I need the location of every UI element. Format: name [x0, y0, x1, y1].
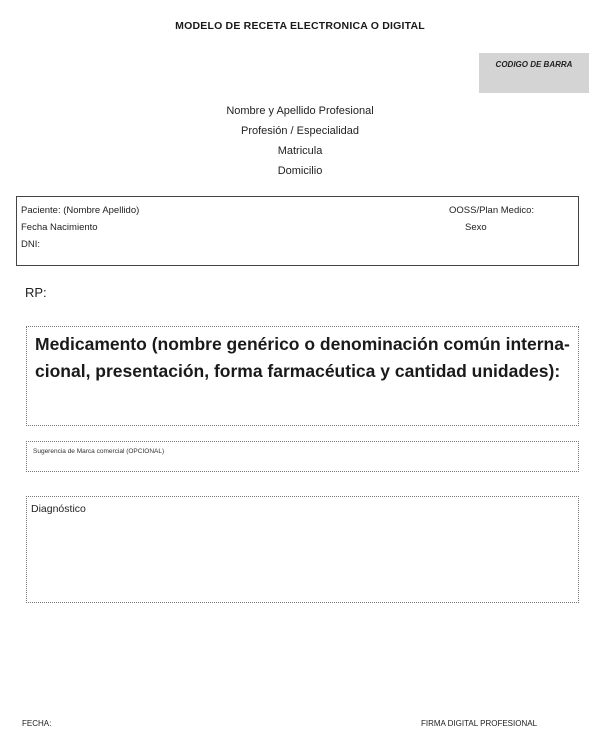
patient-insurance-label: OOSS/Plan Medico: [449, 205, 535, 216]
date-label: FECHA: [22, 719, 52, 728]
medication-text: Medicamento (nombre genérico o denominación común interna-cional, presentación, forma farmacéutica y cantidad unidades): [35, 334, 570, 381]
diagnosis-label: Diagnóstico [31, 503, 86, 515]
patient-info-box [16, 196, 579, 266]
professional-info [0, 101, 600, 181]
brand-suggestion-label: Sugerencia de Marca comercial (OPCIONAL) [33, 448, 165, 455]
patient-sex-label: Sexo [465, 222, 487, 233]
patient-birthdate-label: Fecha Nacimiento [21, 222, 98, 233]
signature-label: FIRMA DIGITAL PROFESIONAL [421, 719, 538, 728]
barcode-area [479, 53, 589, 93]
diagnosis-box [26, 496, 579, 603]
medication-box [26, 326, 579, 426]
document-title: MODELO DE RECETA ELECTRONICA O DIGITAL [175, 20, 425, 32]
barcode-label: CODIGO DE BARRA [495, 60, 573, 69]
professional-specialty: Profesión / Especialidad [240, 125, 359, 137]
rp-label: RP: [25, 285, 47, 300]
professional-license: Matricula [277, 145, 323, 157]
professional-name: Nombre y Apellido Profesional [226, 105, 374, 117]
professional-address: Domicilio [277, 165, 323, 177]
brand-suggestion-box [26, 441, 579, 472]
patient-name-label: Paciente: (Nombre Apellido) [21, 205, 140, 216]
patient-dni-label: DNI: [21, 239, 40, 250]
